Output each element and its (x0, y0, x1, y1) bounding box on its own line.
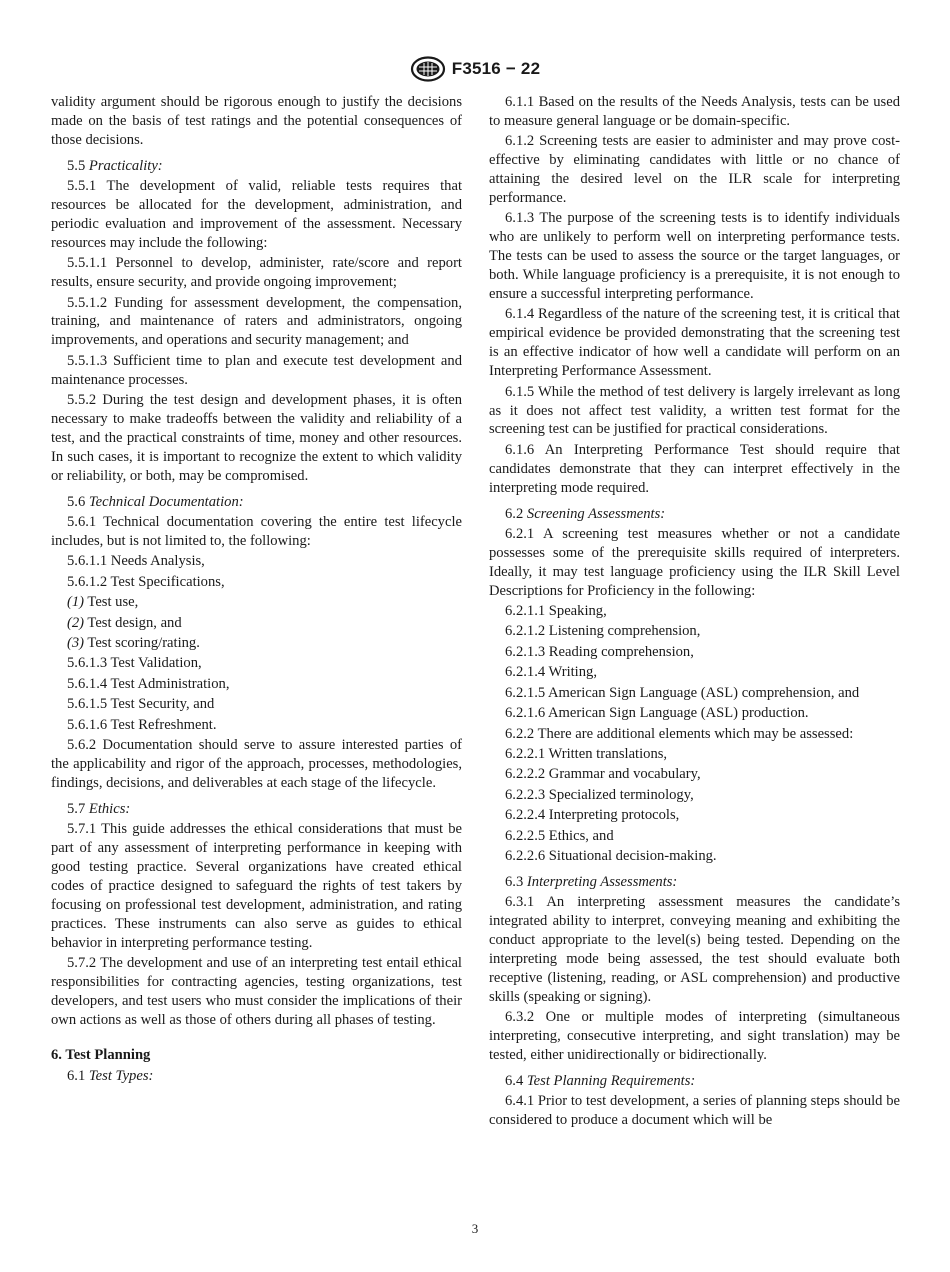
paragraph-6-2-2-2: 6.2.2.2 Grammar and vocabulary, (505, 766, 701, 783)
paragraph-5-6-1-5: 5.6.1.5 Test Security, and (67, 696, 215, 713)
paragraph-6-1-2: 6.1.2 Screening tests are easier to administer and may prove cost-effective by eliminating candidates with little or no chance of attaining the desired level on the ILR scale for interpreting performance. (489, 133, 900, 207)
paragraph-5-6-1-6: 5.6.1.6 Test Refreshment. (67, 716, 217, 733)
section-5-6-heading: 5.6 Technical Documentation: (67, 493, 244, 510)
list-item-3: (3) Test scoring/rating. (67, 634, 200, 651)
paragraph-6-2-1-2: 6.2.1.2 Listening comprehension, (505, 623, 701, 640)
section-6-4-heading: 6.4 Test Planning Requirements: (505, 1072, 696, 1089)
section-6-1-heading: 6.1 Test Types: (67, 1067, 154, 1084)
paragraph-6-2-2-4: 6.2.2.4 Interpreting protocols, (505, 807, 680, 824)
standard-designation: F3516 − 22 (451, 59, 541, 78)
section-5-5-heading: 5.5 Practicality: (67, 157, 163, 174)
paragraph-6-2-1-6: 6.2.1.6 American Sign Language (ASL) production. (505, 705, 809, 722)
page-header (0, 56, 950, 86)
paragraph-6-3-1: 6.3.1 An interpreting assessment measures the candidate’s integrated ability to interpret, conveying meaning and exhibiting the conduct appropriate to the level(s) being tested. Depending on the interpreting mode being assessed, the test should evaluate both receptive (listening, reading, or ASL comprehension) and productive skills (speaking or signing). (489, 894, 900, 1005)
paragraph-5-6-2: 5.6.2 Documentation should serve to assure interested parties of the applicability and rigor of the approach, processes, methodologies, findings, decisions, and deliverables at each stage of the lifecycle. (51, 737, 462, 791)
paragraph-5-5-1-1: 5.5.1.1 Personnel to develop, administer, rate/score and report results, ensure security, and provide ongoing improvement; (51, 255, 462, 291)
paragraph-6-1-3: 6.1.3 The purpose of the screening tests is to identify individuals who are unlikely to perform well on interpreting performance tests. The tests can be used to assess the source or the target languages, or both. While language proficiency is a prerequisite, it is not enough to ensure a successful interpreting performance. (489, 210, 900, 303)
paragraph-6-2-2-6: 6.2.2.6 Situational decision-making. (505, 847, 717, 864)
paragraph-5-5-1: 5.5.1 The development of valid, reliable tests requires that resources be allocated for the development, administration, and periodic evaluation and improvement of the assessment. Necessary resources may include the following: (51, 178, 462, 251)
paragraph-5-6-1-4: 5.6.1.4 Test Administration, (67, 675, 230, 692)
list-item-1: (1) Test use, (67, 594, 139, 611)
paragraph-6-2-2-1: 6.2.2.1 Written translations, (505, 745, 668, 762)
left-column (51, 93, 462, 1087)
paragraph-6-2-1-1: 6.2.1.1 Speaking, (505, 603, 607, 620)
paragraph-6-1-4: 6.1.4 Regardless of the nature of the screening test, it is critical that empirical evidence be provided demonstrating that the screening test is an effective indicator of how well a candidate will perform on an Interpreting Performance Assessment. (489, 306, 900, 380)
paragraph-6-4-1: 6.4.1 Prior to test development, a series of planning steps should be considered to produce a document which will be (489, 1093, 900, 1129)
paragraph-6-1-5: 6.1.5 While the method of test delivery is largely irrelevant as long as it does not affect test validity, a written test format for the screening test can be justified for practical considerations. (489, 383, 900, 438)
paragraph-6-2-1-3: 6.2.1.3 Reading comprehension, (505, 643, 694, 660)
right-column (489, 93, 900, 1132)
paragraph-6-2-1-4: 6.2.1.4 Writing, (505, 664, 597, 681)
section-6-2-heading: 6.2 Screening Assessments: (505, 505, 666, 522)
paragraph-5-6-1: 5.6.1 Technical documentation covering the entire test lifecycle includes, but is not limited to, the following: (51, 514, 462, 549)
section-6-3-heading: 6.3 Interpreting Assessments: (505, 873, 678, 890)
paragraph-6-3-2: 6.3.2 One or multiple modes of interpreting (simultaneous interpreting, consecutive interpreting, and sight translation) may be tested, either unidirectionally or bidirectionally. (489, 1009, 900, 1063)
paragraph-5-6-1-2: 5.6.1.2 Test Specifications, (67, 573, 225, 590)
paragraph-5-5-1-2: 5.5.1.2 Funding for assessment development, the compensation, training, and maintenance of raters and administrators, ongoing improvements, and operations and security management; and (51, 294, 462, 349)
section-5-7-heading: 5.7 Ethics: (67, 800, 131, 817)
paragraph-6-1-1: 6.1.1 Based on the results of the Needs Analysis, tests can be used to measure general language or be domain-specific. (489, 94, 900, 129)
paragraph-6-2-2-3: 6.2.2.3 Specialized terminology, (505, 786, 694, 803)
list-item-2: (2) Test design, and (67, 614, 182, 631)
section-6-heading: 6. Test Planning (51, 1046, 151, 1063)
paragraph-6-2-2-5: 6.2.2.5 Ethics, and (505, 827, 614, 844)
paragraph-5-7-2: 5.7.2 The development and use of an interpreting test entail ethical responsibilities for contracting agencies, testing organizations, test developers, and test users who must consider the implications of their own actions as well as those of others during all phases of testing. (51, 954, 462, 1028)
paragraph-6-1-6: 6.1.6 An Interpreting Performance Test should require that candidates demonstrate that they can interpret effectively in the interpreting mode required. (489, 441, 900, 496)
paragraph-5-5-1-3: 5.5.1.3 Sufficient time to plan and execute test development and maintenance processes. (51, 352, 462, 388)
paragraph-5-6-1-1: 5.6.1.1 Needs Analysis, (67, 553, 205, 570)
paragraph-6-2-2: 6.2.2 There are additional elements which may be assessed: (505, 725, 854, 742)
paragraph-5-6-1-3: 5.6.1.3 Test Validation, (67, 655, 202, 672)
paragraph-5-5-2: 5.5.2 During the test design and development phases, it is often necessary to make tradeoffs between the validity and reliability of a test, and the practical constraints of time, money and other resources. In such cases, it is important to recognize the extent to which validity or reliability, or both, may be compromised. (51, 392, 462, 484)
paragraph-5-7-1: 5.7.1 This guide addresses the ethical considerations that must be part of any assessment of interpreting performance in keeping with good testing practice. Several organizations have created ethical codes of practice designed to safeguard the rights of test takers by focusing on professional test development, administration, and rating practices. These instruments can also serve as guides to ethical behavior in interpreting performance testing. (51, 821, 462, 951)
paragraph-6-2-1: 6.2.1 A screening test measures whether or not a candidate possesses some of the prerequisite skills required of interpreters. Ideally, it may test language proficiency using the ILR Skill Level Descriptions for Proficiency in the following: (489, 525, 900, 599)
paragraph-5-4-continued: validity argument should be rigorous enough to justify the decisions made on the basis of test ratings and the potential consequences of those decisions. (51, 94, 462, 148)
page-number: 3 (471, 1221, 479, 1236)
paragraph-6-2-1-5: 6.2.1.5 American Sign Language (ASL) comprehension, and (505, 684, 860, 701)
astm-logo-icon (410, 56, 446, 82)
